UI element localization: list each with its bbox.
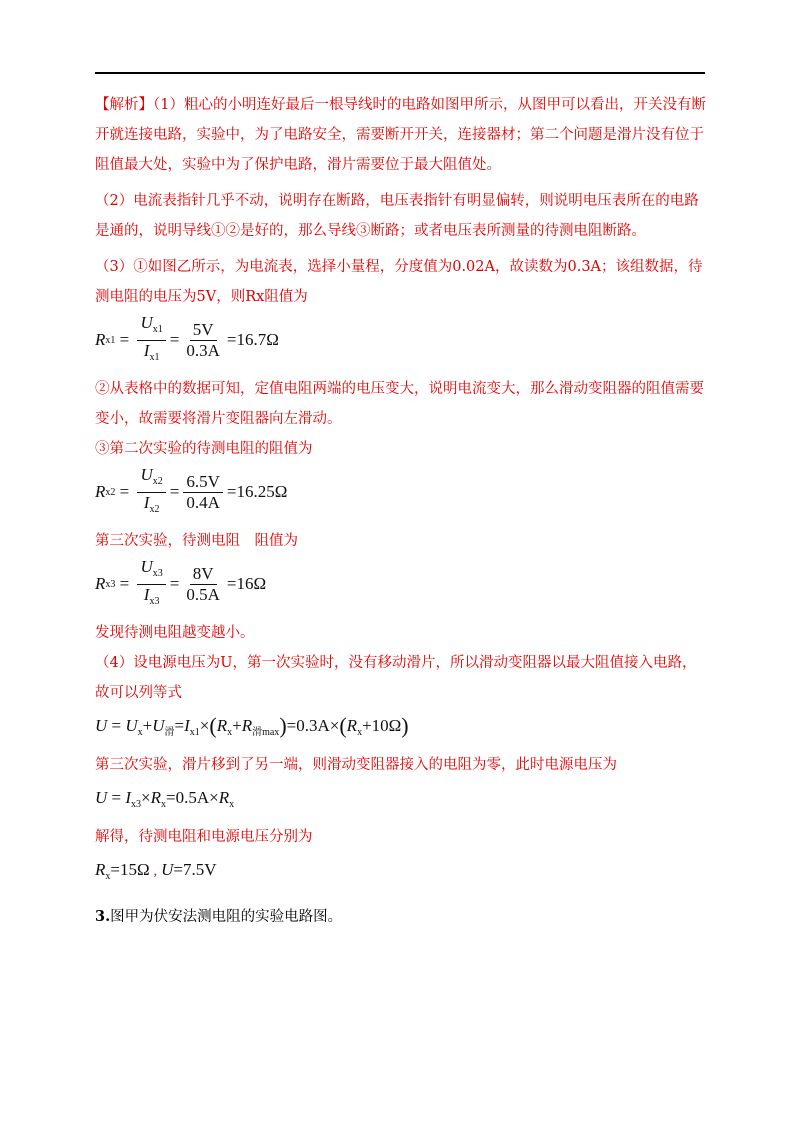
analysis-paragraph-8: （4）设电源电压为U，第一次实验时，没有移动滑片，所以滑动变阻器以最大阻值接入电路，故可以列等式 <box>95 655 697 701</box>
analysis-paragraph-3: （3）①如图乙所示，为电流表，选择小量程，分度值为0.02A，故读数为0.3A；该组数据，待测电阻的电压为5V，则Rx阻值为 <box>95 259 703 305</box>
analysis-paragraph-1 <box>95 90 707 180</box>
analysis-paragraph-4: ②从表格中的数据可知，定值电阻两端的电压变大，说明电流变大，那么滑动变阻器的阻值需要变小，故需要将滑片变阻器向左滑动。 <box>95 381 704 427</box>
equation-result-1: =16.7Ω <box>226 330 279 349</box>
equation-supply-voltage-1: $U = U_x+U_滑=I_{x1}\times(R_x+R_{滑max})=0.3A\times(R_x+10\Omega)$ <box>95 713 409 738</box>
analysis-paragraph-7: 发现待测电阻越变越小。 <box>95 625 255 641</box>
fraction-u-over-i-2: $\frac{U_{x2}}{I_{x2}}$ <box>137 465 165 520</box>
equation-result-3: =16Ω <box>226 574 267 593</box>
analysis-text-1: （1）粗心的小明连好最后一根导线时的电路如图甲所示，从图甲可以看出，开关没有断开就连接电路，实验中，为了电路安全，需要断开开关，连接器材；第二个问题是滑片没有位于阻值最大处，实验中为了保护电路，滑片需要位于最大阻值处。 <box>95 97 706 173</box>
equation-final-results: $R_x=15\Omega$ , U=7.5V <box>95 860 217 882</box>
analysis-paragraph-10: 解得，待测电阻和电源电压分别为 <box>95 829 313 845</box>
header-rule <box>95 72 705 74</box>
analysis-paragraph-2: （2）电流表指针几乎不动，说明存在断路，电压表指针有明显偏转，则说明电压表所在的电路是通的，说明导线①②是好的，那么导线③断路；或者电压表所测量的待测电阻断路。 <box>95 193 699 239</box>
question-3 <box>95 902 707 932</box>
solution-body <box>95 90 707 932</box>
fraction-values-2: $\frac{6.5V}{0.4A}$ <box>183 472 223 513</box>
fraction-values-1: $\frac{5V}{0.3A}$ <box>186 319 220 360</box>
equation-rx2: R x2 = $\frac{U_{x2}}{I_{x2}}$ = $\frac{6.5V}{0.4A}$ =16.25Ω <box>95 466 707 518</box>
analysis-paragraph-5: ③第二次实验的待测电阻的阻值为 <box>95 441 313 457</box>
equation-rx3: R x3 = $\frac{U_{x3}}{I_{x3}}$ = $\frac{8V}{0.5A}$ =16Ω <box>95 558 707 610</box>
question-number: 3. <box>95 908 111 925</box>
equation-supply-voltage-2: $U = I_{x3}\times R_x=0.5A\times R_x$ <box>95 788 235 810</box>
fraction-u-over-i-3: $\frac{U_{x3}}{I_{x3}}$ <box>137 557 165 612</box>
equation-rx1: R x1 = $\frac{U_{x1}}{I_{x1}}$ = $\frac{5V}{0.3A}$ =16.7Ω <box>95 314 707 366</box>
analysis-label: 【解析】 <box>95 97 153 113</box>
fraction-values-3: $\frac{8V}{0.5A}$ <box>186 563 220 604</box>
equation-result-2: =16.25Ω <box>226 482 288 501</box>
analysis-paragraph-6: 第三次实验，待测电阻 阻值为 <box>95 533 298 549</box>
fraction-u-over-i-1: $\frac{U_{x1}}{I_{x1}}$ <box>137 313 165 368</box>
question-text: 图甲为伏安法测电阻的实验电路图。 <box>110 909 343 925</box>
analysis-paragraph-9: 第三次实验，滑片移到了另一端，则滑动变阻器接入的电阻为零，此时电源电压为 <box>95 757 617 773</box>
